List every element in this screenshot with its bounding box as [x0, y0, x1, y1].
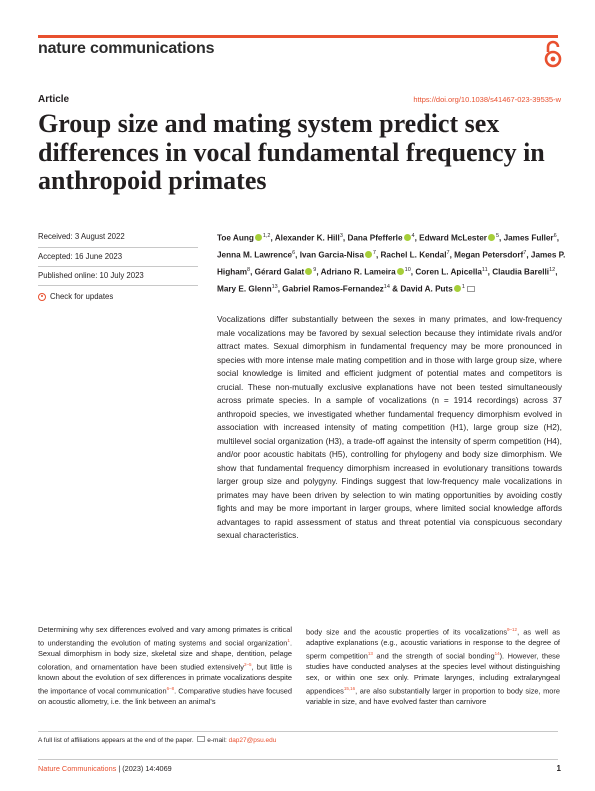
author-name[interactable]: Adriano R. Lameira [320, 267, 396, 277]
footer-divider [38, 759, 558, 760]
footer-journal: Nature Communications [38, 764, 117, 773]
citation-reference[interactable]: 1 [287, 637, 290, 643]
author-affiliation: 11 [481, 267, 488, 274]
footer-citation [38, 764, 172, 773]
check-updates-icon [38, 293, 46, 301]
author-name[interactable]: Toe Aung [217, 233, 254, 243]
citation-reference[interactable]: 14 [494, 651, 500, 657]
author-affiliation: 7 [372, 250, 376, 257]
affiliations-note: A full list of affiliations appears at the end of the paper. [38, 737, 194, 744]
author-affiliation: 5 [495, 233, 499, 239]
author-affiliation: 10 [404, 267, 411, 274]
body-text-column-1: Determining why sex differences evolved and vary among primates is critical to understanding the evolution of mating systems and social organization$^1$. Sexual dimorphism in body size, skeletal size and shape, dentition, pelage coloration, and ornamentation have been studied extensively$^{2-5}$, but little is known about the evolution of sex differences in primate vocalizations despite the importance of vocal communication$^{6-8}$. Comparative studies have focused on acoustic allometry, i.e. the link between an animal's [38, 625, 293, 707]
author-affiliation: 1,2 [262, 233, 271, 239]
citation-reference[interactable]: 9–12 [507, 627, 518, 632]
orcid-icon[interactable] [305, 268, 312, 275]
author-name[interactable]: Dana Pfefferle [347, 233, 403, 243]
received-date: Received: 3 August 2022 [38, 232, 125, 241]
author-name[interactable]: Megan Petersdorf [454, 250, 524, 260]
author-name[interactable]: Alexander K. Hill [274, 233, 340, 243]
page-number: 1 [556, 764, 561, 773]
author-affiliation: 14 [383, 284, 390, 291]
author-affiliation: 7 [523, 250, 527, 257]
author-affiliation: 3 [339, 233, 343, 239]
orcid-icon[interactable] [488, 234, 495, 241]
email-icon [197, 736, 205, 742]
author-affiliation: 1 [461, 284, 465, 291]
author-name[interactable]: Coren L. Apicella [415, 267, 482, 277]
author-name[interactable]: Mary E. Glenn [217, 284, 272, 294]
orcid-icon[interactable] [365, 251, 372, 258]
author-name[interactable]: Jenna M. Lawrence [217, 250, 293, 260]
check-for-updates-button[interactable] [38, 285, 198, 304]
orcid-icon[interactable] [255, 234, 262, 241]
orcid-icon[interactable] [404, 234, 411, 241]
author-affiliation: 8 [247, 267, 251, 274]
email-label: e-mail: [207, 737, 227, 744]
footnote [38, 736, 276, 744]
published-date: Published online: 10 July 2023 [38, 266, 198, 285]
doi-link[interactable]: https://doi.org/10.1038/s41467-023-39535-w [413, 95, 561, 104]
body-text-column-2: body size and the acoustic properties of its vocalizations$^{9-12}$, as well as adaptive explanations (e.g., acoustic variations in response to the degree of sperm competition$^{13}$ and the strength of social bonding$^{14}$). However, these studies have conducted analyses at the species level without distinguishing sex, or within one sex only. Primate larynges, including extralaryngeal appendices$^{15,16}$, are also substantially larger in proportion to body size, more variable in size, and have evolved faster than carnivore [306, 627, 560, 707]
citation-reference[interactable]: 2–5 [243, 661, 252, 667]
author-name[interactable]: James P. Higham [217, 250, 566, 277]
corresponding-email-link[interactable]: dap27@psu.edu [228, 737, 277, 744]
citation-reference[interactable]: 13 [367, 651, 373, 657]
author-name[interactable]: David A. Puts [400, 284, 453, 294]
footnote-divider [38, 731, 558, 732]
open-access-icon[interactable] [542, 40, 564, 68]
check-updates-label: Check for updates [50, 291, 114, 301]
author-affiliation: 13 [271, 284, 278, 291]
article-title: Group size and mating system predict sex differences in vocal fundamental frequency in anthropoid primates [38, 109, 545, 195]
author-name[interactable]: Gérard Galat [254, 267, 305, 277]
orcid-icon[interactable] [397, 268, 404, 275]
author-name[interactable]: Claudia Barelli [492, 267, 550, 277]
citation-reference[interactable]: 15,16 [343, 685, 356, 691]
journal-name: nature communications [38, 40, 215, 57]
author-affiliation: 7 [446, 250, 450, 257]
abstract: Vocalizations differ substantially between the sexes in many primates, and low-frequency male vocalizations may be favored by sexual selection because they intimidate rivals and/or attract mates. Sexual dimorphism in fundamental frequency may be more pronounced in species with more intense male mating competition and in those with large group size, where social knowledge is limited and efficient judgment of potential mates and competitors is crucial. These non-mutually exclusive explanations have not been tested simultaneously across primate species. In a sample of vocalizations (n = 1914 recordings) across 37 anthropoid species, we investigated whether fundamental frequency dimorphism evolved in association with increased intensity of mating competition (H1), large group size (H2), multilevel social organization (H3), a trade-off against the intensity of sperm competition (H4), and/or poor acoustic habitats (H5), controlling for phylogeny and body size dimorphism. We show that fundamental frequency dimorphism increased in evolutionary transitions towards larger group size and polygyny. Findings suggest that low-frequency male vocalizations in primates may have been driven by selection to win mating opportunities by avoiding costly fights and may be more important in larger groups, where limited social knowledge affords advantages to rapid assessment of status and threat potential via conspicuous secondary sexual characteristics. [217, 314, 562, 540]
mail-icon[interactable] [467, 286, 475, 292]
orcid-icon[interactable] [454, 285, 461, 292]
author-affiliation: 6 [553, 233, 557, 239]
author-name[interactable]: Gabriel Ramos-Fernandez [282, 284, 384, 294]
article-dates [38, 228, 198, 304]
author-name[interactable]: James Fuller [503, 233, 554, 243]
citation-reference[interactable]: 6–8 [166, 685, 175, 691]
author-name[interactable]: Edward McLester [419, 233, 487, 243]
footer-volume: | (2023) 14:4069 [118, 764, 172, 773]
author-name[interactable]: Ivan Garcia-Nisa [299, 250, 364, 260]
author-list: Toe Aung $^{1,2}$, Alexander K. Hill$^3$, Dana Pfefferle $^4$, Edward McLester $^5$, James Fuller$^6$, Jenna M. Lawrence$^6$, Ivan Garcia-Nisa $^7$, Rachel L. Kendal$^7$, Megan Petersdorf$^7$, James P. Higham$^8$, Gérard Galat $^9$, Adriano R. Lameira $^{10}$, Coren L. Apicella$^{11}$, Claudia Barelli$^{12}$, Mary E. Glenn$^{13}$, Gabriel Ramos-Fernandez$^{14}$ & David A. Puts $^1$ [217, 233, 566, 294]
author-name[interactable]: Rachel L. Kendal [380, 250, 447, 260]
author-affiliation: 9 [313, 267, 317, 274]
author-affiliation: 4 [411, 233, 415, 239]
author-affiliation: 6 [292, 250, 296, 257]
accepted-date: Accepted: 16 June 2023 [38, 247, 198, 266]
article-type-label: Article [38, 94, 70, 105]
header-accent-rule [38, 35, 558, 38]
author-affiliation: 12 [549, 267, 556, 274]
